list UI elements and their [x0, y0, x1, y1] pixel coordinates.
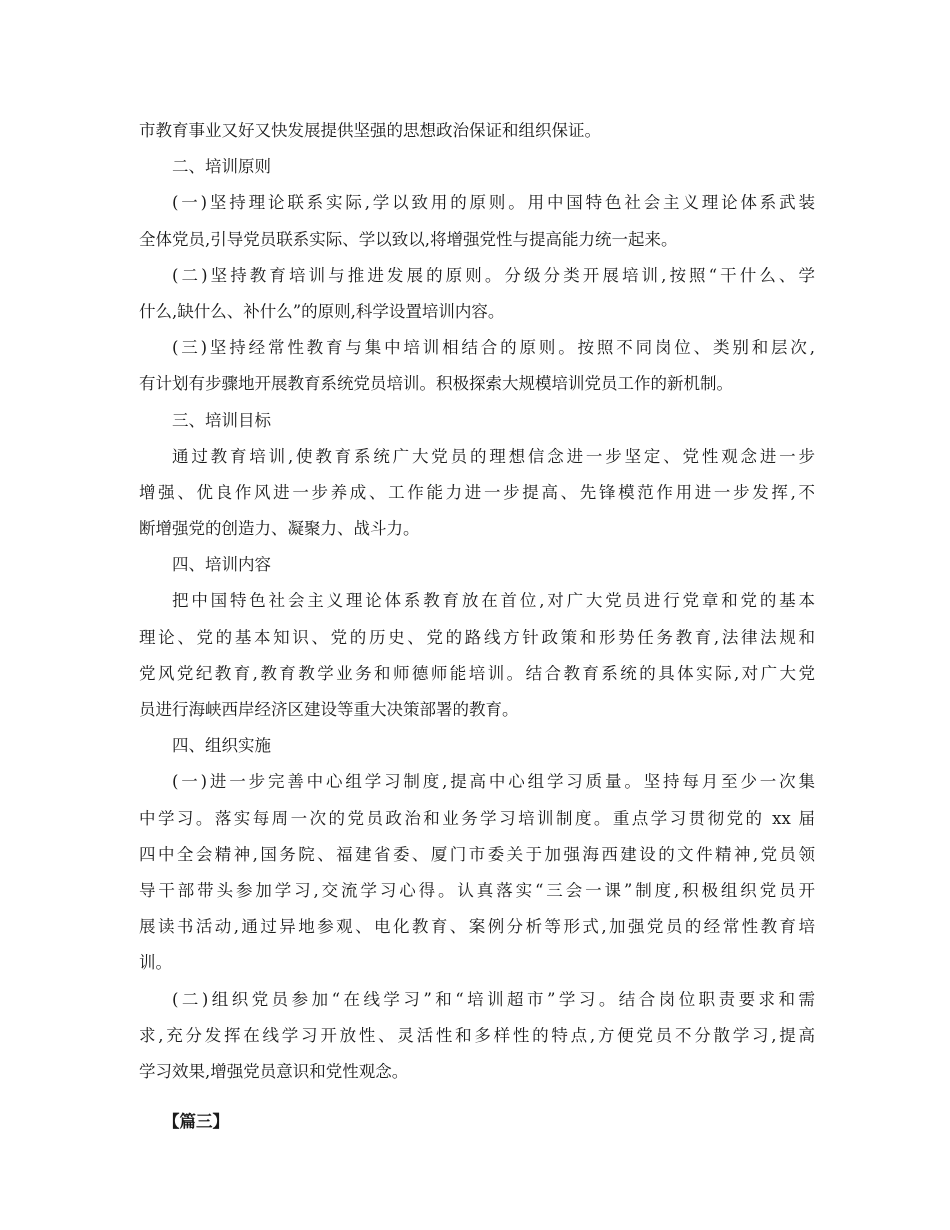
- paragraph-line: (二)组织党员参加“在线学习”和“培训超市”学习。结合岗位职责要求和需: [172, 989, 815, 1009]
- section-heading-training-content: 四、培训内容: [172, 555, 271, 575]
- paragraph-line: (一)进一步完善中心组学习制度,提高中心组学习质量。坚持每月至少一次集: [172, 772, 815, 792]
- paragraph-line: 展读书活动,通过异地参观、电化教育、案例分析等形式,加强党员的经常性教育培: [139, 917, 815, 937]
- paragraph-line: 党风党纪教育,教育教学业务和师德师能培训。结合教育系统的具体实际,对广大党: [139, 663, 815, 683]
- paragraph-line: (一)坚持理论联系实际,学以致用的原则。用中国特色社会主义理论体系武装: [172, 193, 815, 213]
- paragraph-line: 员进行海峡西岸经济区建设等重大决策部署的教育。: [139, 700, 519, 719]
- document-body: [139, 113, 815, 1140]
- section-heading-training-principles: 二、培训原则: [172, 157, 271, 177]
- paragraph-line: 什么,缺什么、补什么”的原则,科学设置培训内容。: [139, 301, 505, 321]
- paragraph-line: 通过教育培训,使教育系统广大党员的理想信念进一步坚定、党性观念进一步: [172, 446, 815, 466]
- section-title-part-three: 【篇三】: [163, 1112, 229, 1132]
- section-heading-implementation: 四、组织实施: [172, 736, 271, 756]
- paragraph-line: 学习效果,增强党员意识和党性观念。: [139, 1061, 409, 1081]
- paragraph-line: (三)坚持经常性教育与集中培训相结合的原则。按照不同岗位、类别和层次,: [172, 338, 815, 358]
- paragraph-line: 把中国特色社会主义理论体系教育放在首位,对广大党员进行党章和党的基本: [172, 591, 815, 611]
- paragraph-line: 中学习。落实每周一次的党员政治和业务学习培训制度。重点学习贯彻党的 xx 届: [139, 808, 815, 828]
- section-heading-training-goals: 三、培训目标: [172, 410, 271, 430]
- paragraph-line: 理论、党的基本知识、党的历史、党的路线方针政策和形势任务教育,法律法规和: [139, 627, 815, 647]
- paragraph-line: 求,充分发挥在线学习开放性、灵活性和多样性的特点,方便党员不分散学习,提高: [139, 1025, 815, 1045]
- paragraph-line: 有计划有步骤地开展教育系统党员培训。积极探索大规模培训党员工作的新机制。: [139, 374, 733, 394]
- paragraph-line: 增强、优良作风进一步养成、工作能力进一步提高、先锋模范作用进一步发挥,不: [139, 482, 815, 502]
- paragraph-line: 导干部带头参加学习,交流学习心得。认真落实“三会一课”制度,积极组织党员开: [139, 880, 815, 900]
- paragraph-line: (二)坚持教育培训与推进发展的原则。分级分类开展培训,按照“干什么、学: [172, 265, 815, 285]
- paragraph-line: 断增强党的创造力、凝聚力、战斗力。: [139, 519, 420, 539]
- paragraph-line: 市教育事业又好又快发展提供坚强的思想政治保证和组织保证。: [139, 121, 601, 140]
- paragraph-line: 训。: [139, 953, 172, 973]
- spacer: [139, 1090, 815, 1104]
- paragraph-line: 四中全会精神,国务院、福建省委、厦门市委关于加强海西建设的文件精神,党员领: [139, 844, 815, 864]
- paragraph-line: 全体党员,引导党员联系实际、学以致以,将增强党性与提高能力统一起来。: [139, 229, 678, 249]
